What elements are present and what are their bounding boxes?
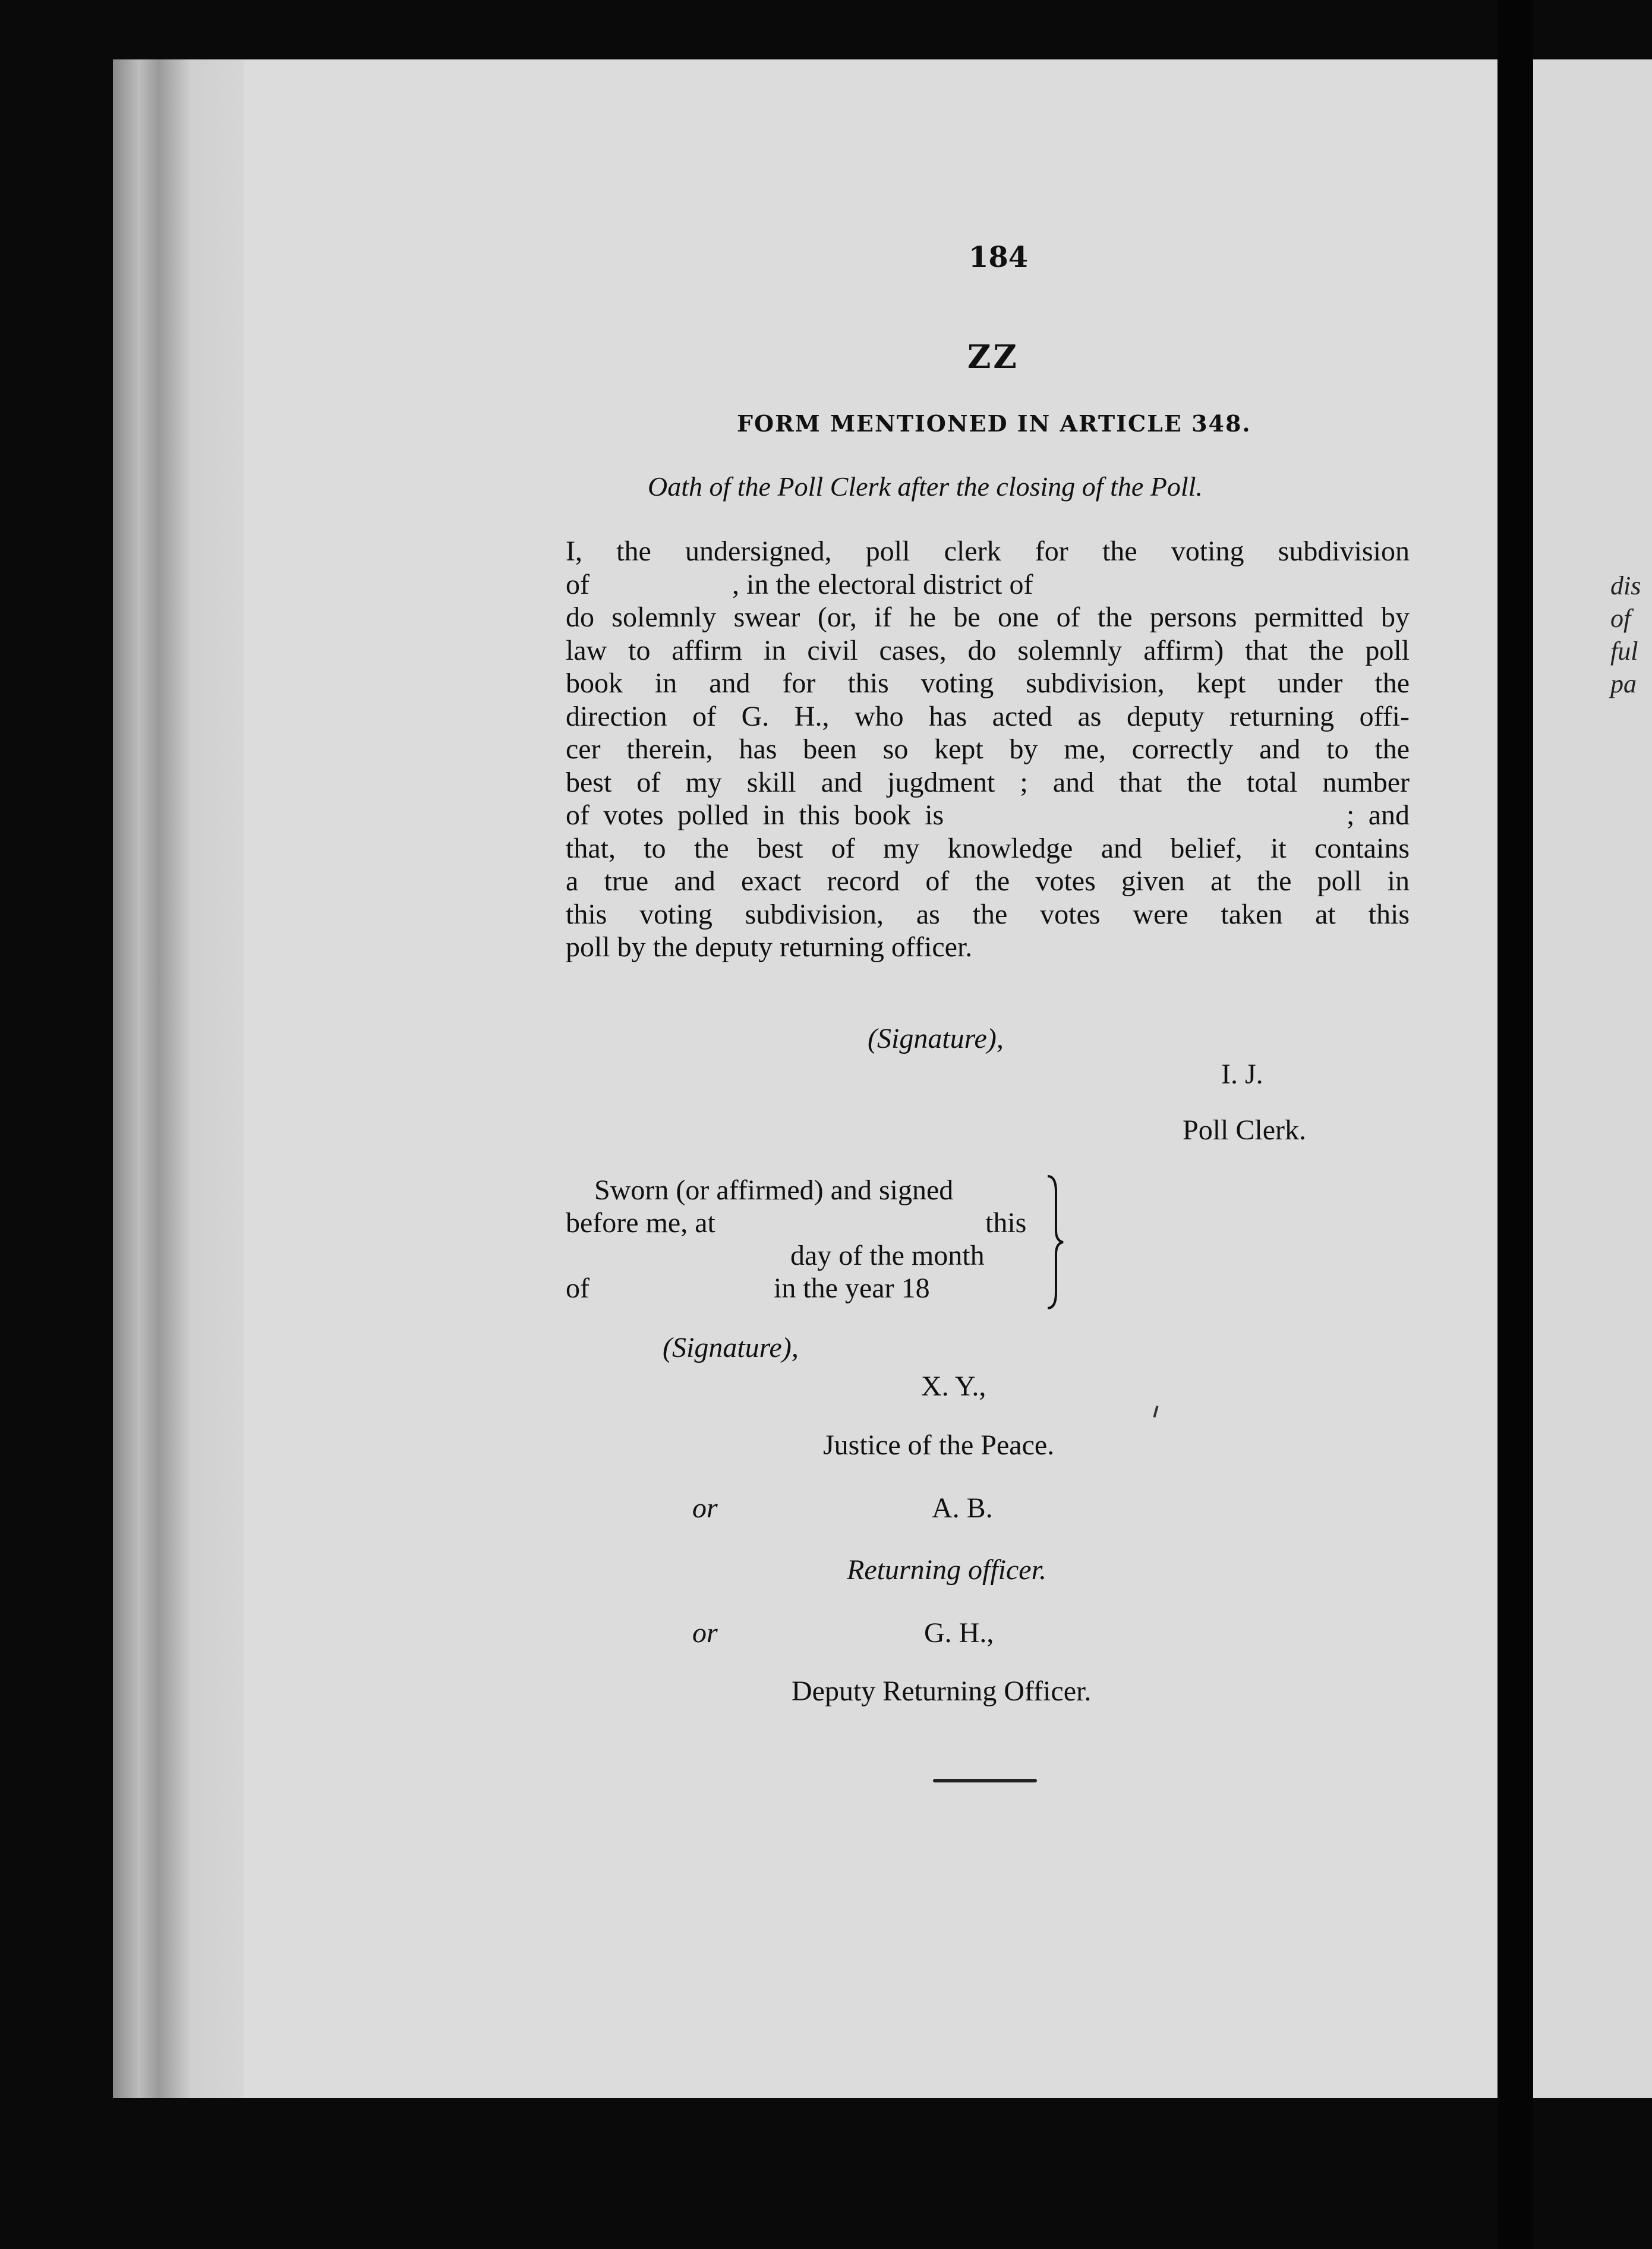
page-number: 184 <box>969 241 1029 274</box>
jurat-line: this <box>985 1207 1027 1239</box>
oath-line: of votes polled in this book is ; and <box>566 799 1410 831</box>
form-letter: ZZ <box>967 338 1019 376</box>
oath-subheading: Oath of the Poll Clerk after the closing of the Poll. <box>648 471 1203 502</box>
oath-line: this voting subdivision, as the votes were taken at this <box>566 898 1410 930</box>
closing-rule <box>933 1779 1037 1782</box>
oath-line: do solemnly swear (or, if he be one of the persons permitted by <box>566 601 1410 633</box>
poll-clerk-name: I. J. <box>1221 1059 1263 1090</box>
jurat-line: day of the month <box>790 1240 985 1271</box>
oath-line: I, the undersigned, poll clerk for the voting subdivision <box>566 536 1410 567</box>
book-gutter <box>1497 0 1533 2249</box>
jurat-line: in the year 18 <box>774 1272 930 1304</box>
jurat-line: before me, at <box>566 1207 715 1239</box>
oath-line: cer therein, has been so kept by me, correctly and to the <box>566 733 1410 765</box>
oath-line: that, to the best of my knowledge and belief, it contains <box>566 832 1410 864</box>
or-label: or <box>692 1617 718 1649</box>
oath-line: law to affirm in civil cases, do solemnly affirm) that the poll <box>566 634 1410 666</box>
deputy-officer-name: G. H., <box>924 1617 994 1649</box>
facing-page-fragment: of <box>1610 604 1631 633</box>
facing-page-fragment: pa <box>1610 669 1637 698</box>
justice-name: X. Y., <box>921 1371 986 1402</box>
officer-signature-label: (Signature), <box>663 1332 799 1363</box>
justice-title: Justice of the Peace. <box>823 1429 1055 1461</box>
returning-officer-name: A. B. <box>932 1492 993 1524</box>
jurat-brace <box>1043 1174 1067 1311</box>
oath-line: poll by the deputy returning officer. <box>566 931 973 963</box>
jurat-line: of <box>566 1272 589 1304</box>
or-label: or <box>692 1492 718 1524</box>
facing-page <box>1533 59 1652 2098</box>
jurat-line: Sworn (or affirmed) and signed <box>594 1174 954 1206</box>
form-heading: FORM MENTIONED IN ARTICLE 348. <box>737 410 1251 437</box>
deputy-officer-title: Deputy Returning Officer. <box>792 1675 1092 1707</box>
poll-clerk-title: Poll Clerk. <box>1183 1114 1307 1146</box>
page-edge-shadow <box>113 59 244 2098</box>
facing-page-fragment: dis <box>1610 571 1641 600</box>
facing-page-fragment: ful <box>1610 637 1638 666</box>
poll-clerk-signature-label: (Signature), <box>868 1023 1004 1054</box>
oath-line: of , in the electoral district of <box>566 568 1033 600</box>
oath-line: best of my skill and jugdment ; and that the total number <box>566 766 1410 798</box>
oath-line: a true and exact record of the votes given at the poll in <box>566 865 1410 897</box>
document-page <box>113 59 1497 2098</box>
returning-officer-title: Returning officer. <box>847 1554 1046 1586</box>
oath-body <box>566 535 1410 964</box>
oath-line: direction of G. H., who has acted as deputy returning offi- <box>566 700 1410 732</box>
oath-line: book in and for this voting subdivision, kept under the <box>566 667 1410 699</box>
